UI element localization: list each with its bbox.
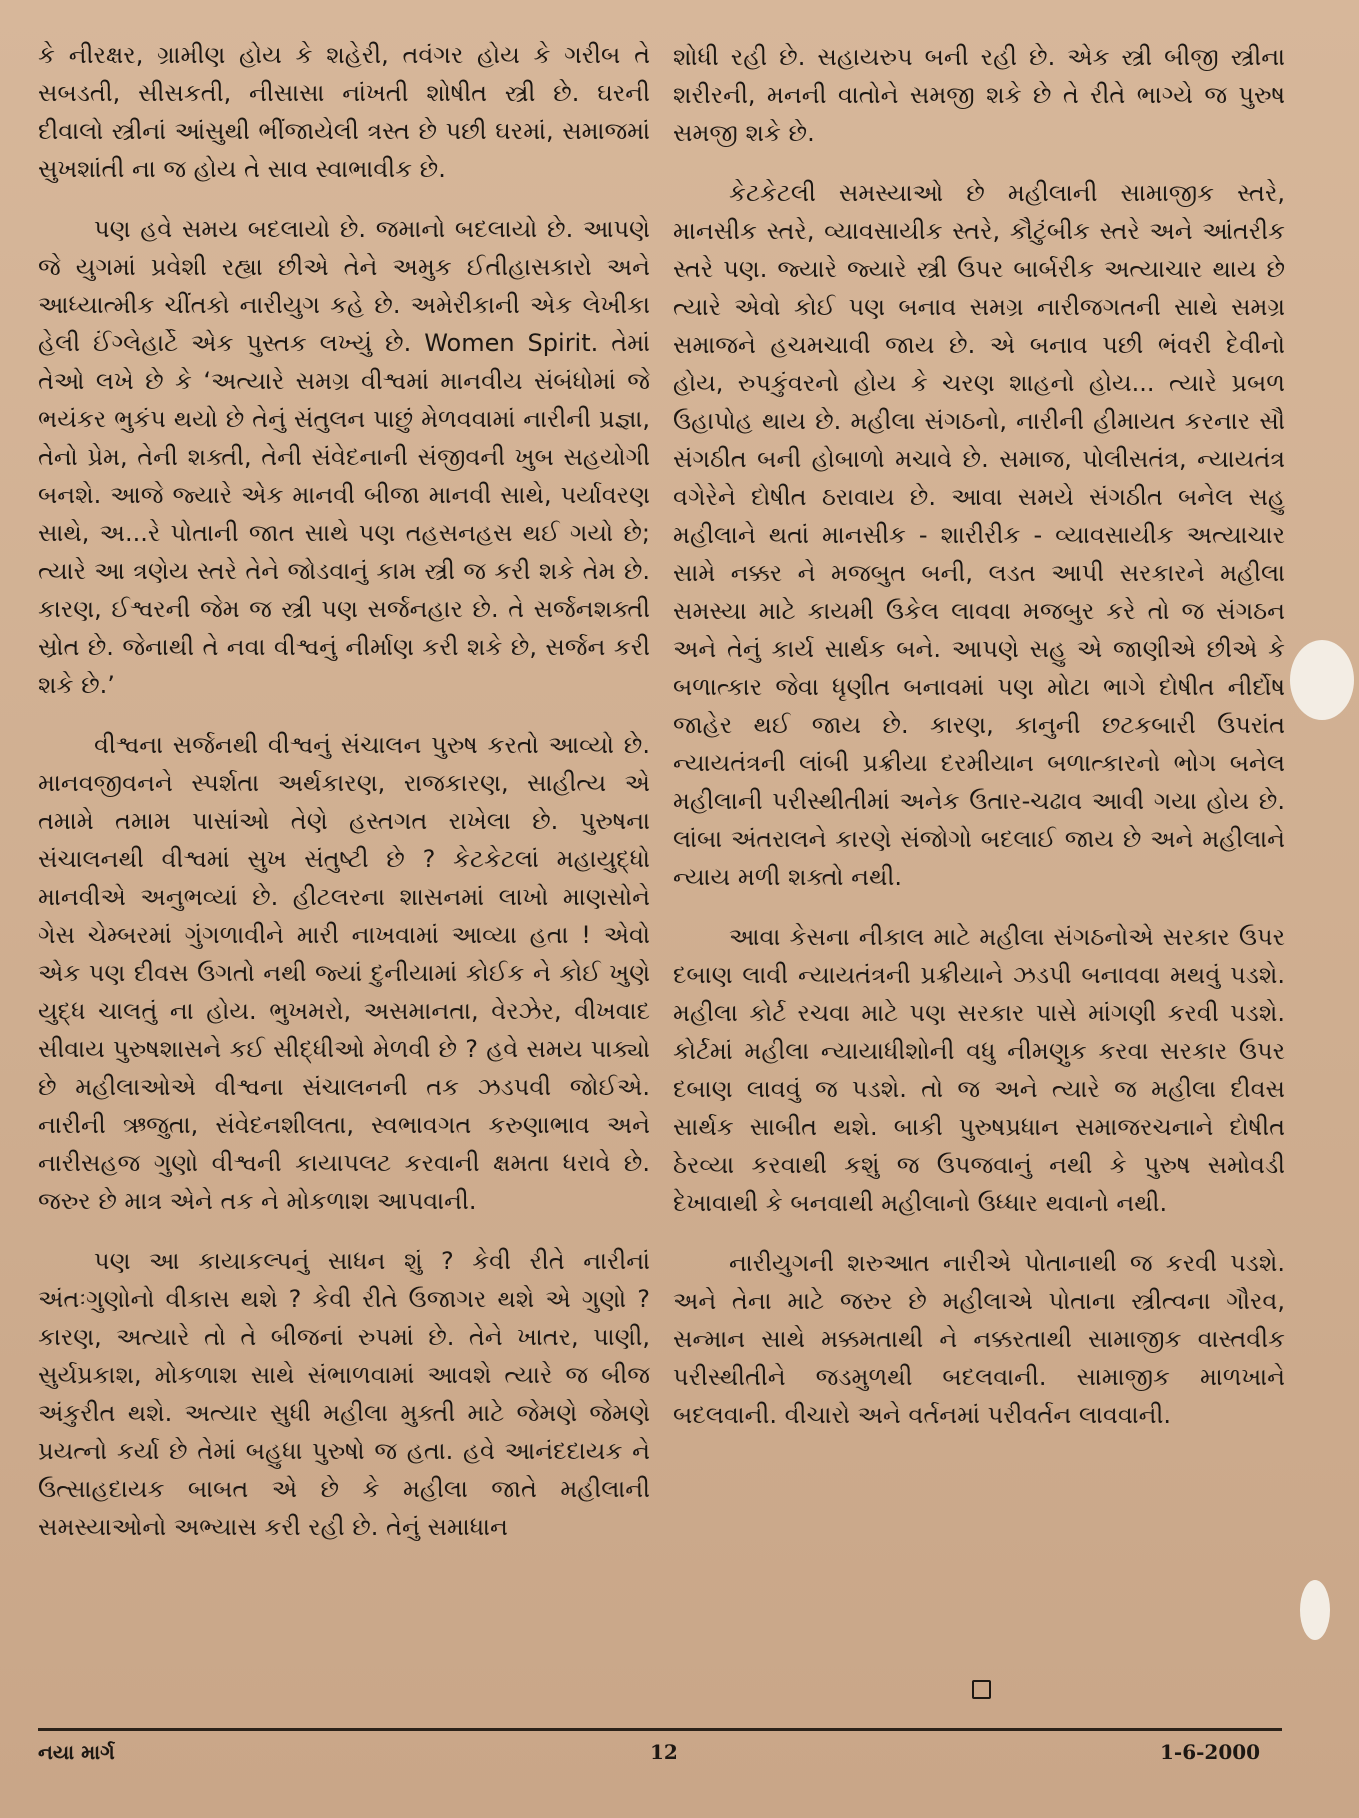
paragraph: વીશ્વના સર્જનથી વીશ્વનું સંચાલન પુરુષ કરતો આવ્યો છે. માનવજીવનને સ્પર્શતા અર્થકારણ, રાજકારણ, સાહીત્ય એ તમામે તમામ પાસાંઓ તેણે હસ્તગત રાખેલા છે. પુરુષના સંચાલનથી વીશ્વમાં સુખ સંતુષ્ટી છે ? કેટકેટલાં મહાયુદ્ધો માનવીએ અનુભવ્યાં છે. હીટલરના શાસનમાં લાખો માણસોને ગેસ ચેમ્બરમાં ગુંગળાવીને મારી નાખવામાં આવ્યા હતા ! એવો એક પણ દીવસ ઉગતો નથી જ્યાં દુનીયામાં કોઈક ને કોઈ ખુણે યુદ્ધ ચાલતું ના હોય. ભુખમરો, અસમાનતા, વેરઝેર, વીખવાદ સીવાય પુરુષશાસને કઈ સીદ્ધીઓ મેળવી છે ? હવે સમય પાક્યો છે મહીલાઓએ વીશ્વના સંચાલનની તક ઝડપવી જોઈએ. નારીની ઋજુતા, સંવેદનશીલતા, સ્વભાવગત કરુણાભાવ અને નારીસહજ ગુણો વીશ્વની કાયાપલટ કરવાની ક્ષમતા ધરાવે છે. જરુર છે માત્ર એને તક ને મોકળાશ આપવાની. <box>38 731 650 1215</box>
left-column <box>38 36 650 1568</box>
paragraph: આવા કેસના નીકાલ માટે મહીલા સંગઠનોએ સરકાર ઉપર દબાણ લાવી ન્યાયતંત્રની પ્રક્રીયાને ઝડપી બનાવવા મથવું પડશે. મહીલા કોર્ટ રચવા માટે પણ સરકાર પાસે માંગણી કરવી પડશે. કોર્ટમાં મહીલા ન્યાયાધીશોની વધુ નીમણુક કરવા સરકાર ઉપર દબાણ લાવવું જ પડશે. તો જ અને ત્યારે જ મહીલા દીવસ સાર્થક સાબીત થશે. બાકી પુરુષપ્રધાન સમાજરચનાને દોષીત ઠેરવ્યા કરવાથી કશું જ ઉપજવાનું નથી કે પુરુષ સમોવડી દેખાવાથી કે બનવાથી મહીલાનો ઉધ્ધાર થવાનો નથી. <box>673 923 1285 1217</box>
paragraph: કેટકેટલી સમસ્યાઓ છે મહીલાની સામાજીક સ્તરે, માનસીક સ્તરે, વ્યાવસાયીક સ્તરે, કૌટુંબીક સ્તરે અને આંતરીક સ્તરે પણ. જ્યારે જ્યારે સ્ત્રી ઉપર બાર્બરીક અત્યાચાર થાય છે ત્યારે એવો કોઈ પણ બનાવ સમગ્ર નારીજગતની સાથે સમગ્ર સમાજને હચમચાવી જાય છે. એ બનાવ પછી ભંવરી દેવીનો હોય, રુપકુંવરનો હોય કે ચરણ શાહનો હોય... ત્યારે પ્રબળ ઉહાપોહ થાય છે. મહીલા સંગઠનો, નારીની હીમાયત કરનાર સૌ સંગઠીત બની હોબાળો મચાવે છે. સમાજ, પોલીસતંત્ર, ન્યાયતંત્ર વગેરેને દોષીત ઠરાવાય છે. આવા સમયે સંગઠીત બનેલ સહુ મહીલાને થતાં માનસીક - શારીરીક - વ્યાવસાયીક અત્યાચાર સામે નક્કર ને મજબુત બની, લડત આપી સરકારને મહીલા સમસ્યા માટે કાયમી ઉકેલ લાવવા મજબુર કરે તો જ સંગઠન અને તેનું કાર્ય સાર્થક બને. આપણે સહુ એ જાણીએ છીએ કે બળાત્કાર જેવા ધૃણીત બનાવમાં પણ મોટા ભાગે દોષીત નીર્દોષ જાહેર થઈ જાય છે. કારણ, કાનુની છટકબારી ઉપરાંત ન્યાયતંત્રની લાંબી પ્રક્રીયા દરમીયાન બળાત્કારનો ભોગ બનેલ મહીલાની પરીસ્થીતીમાં અનેક ઉતાર-ચઢાવ આવી ગયા હોય છે. લાંબા અંતરાલને કારણે સંજોગો બદલાઈ જાય છે અને મહીલાને ન્યાય મળી શક્તો નથી. <box>673 179 1285 891</box>
paragraph: પણ હવે સમય બદલાયો છે. જમાનો બદલાયો છે. આપણે જે યુગમાં પ્રવેશી રહ્યા છીએ તેને અમુક ઈતીહાસકારો અને આધ્યાત્મીક ચીંતકો નારીયુગ કહે છે. અમેરીકાની એક લેખીકા હેલી ઈંગ્લેહાર્ટે એક પુસ્તક લખ્યું છે. Women Spirit. તેમાં તેઓ લખે છે કે ‘અત્યારે સમગ્ર વીશ્વમાં માનવીય સંબંધોમાં જે ભયંકર ભુકંપ થયો છે તેનું સંતુલન પાછું મેળવવામાં નારીની પ્રજ્ઞા, તેનો પ્રેમ, તેની શક્તી, તેની સંવેદનાની સંજીવની ખુબ સહયોગી બનશે. આજે જ્યારે એક માનવી બીજા માનવી સાથે, પર્યાવરણ સાથે, અ...રે પોતાની જાત સાથે પણ તહસનહસ થઈ ગયો છે; ત્યારે આ ત્રણેય સ્તરે તેને જોડવાનું કામ સ્ત્રી જ કરી શકે તેમ છે. કારણ, ઈશ્વરની જેમ જ સ્ત્રી પણ સર્જનહાર છે. તે સર્જનશક્તી સ્રોત છે. જેનાથી તે નવા વીશ્વનું નીર્માણ કરી શકે છે, સર્જન કરી શકે છે.’ <box>38 215 650 699</box>
paragraph: નારીયુગની શરુઆત નારીએ પોતાનાથી જ કરવી પડશે. અને તેના માટે જરુર છે મહીલાએ પોતાના સ્ત્રીત્વના ગૌરવ, સન્માન સાથે મક્કમતાથી ને નક્કરતાથી સામાજીક વાસ્તવીક પરીસ્થીતીને જડમુળથી બદલવાની. સામાજીક માળખાને બદલવાની. વીચારો અને વર્તનમાં પરીવર્તન લાવવાની. <box>673 1249 1285 1429</box>
right-column <box>673 38 1285 1456</box>
publication-name: નયા માર્ગ <box>38 1740 115 1764</box>
end-of-article-square-icon <box>972 1680 991 1699</box>
page-number: 12 <box>650 1740 678 1764</box>
paragraph: કે નીરક્ષર, ગ્રામીણ હોય કે શહેરી, તવંગર હોય કે ગરીબ તે સબડતી, સીસકતી, નીસાસા નાંખતી શોષીત સ્ત્રી છે. ઘરની દીવાલો સ્ત્રીનાં આંસુથી ભીંજાયેલી ત્રસ્ત છે પછી ઘરમાં, સમાજમાં સુખશાંતી ના જ હોય તે સાવ સ્વાભાવીક છે. <box>38 41 650 183</box>
paragraph: શોધી રહી છે. સહાયરુપ બની રહી છે. એક સ્ત્રી બીજી સ્ત્રીના શરીરની, મનની વાતોને સમજી શકે છે તે રીતે ભાગ્યે જ પુરુષ સમજી શકે છે. <box>673 43 1285 147</box>
paper-tear <box>1290 640 1354 720</box>
paragraph: પણ આ કાયાકલ્પનું સાધન શું ? કેવી રીતે નારીનાં અંતઃગુણોનો વીકાસ થશે ? કેવી રીતે ઉજાગર થશે એ ગુણો ? કારણ, અત્યારે તો તે બીજનાં રુપમાં છે. તેને ખાતર, પાણી, સુર્યપ્રકાશ, મોકળાશ સાથે સંભાળવામાં આવશે ત્યારે જ બીજ અંકુરીત થશે. અત્યાર સુધી મહીલા મુક્તી માટે જેમણે જેમણે પ્રયત્નો કર્યા છે તેમાં બહુધા પુરુષો જ હતા. હવે આનંદદાયક ને ઉત્સાહદાયક બાબત એ છે કે મહીલા જાતે મહીલાની સમસ્યાઓનો અભ્યાસ કરી રહી છે. તેનું સમાધાન <box>38 1247 650 1541</box>
footer-divider <box>38 1728 1282 1731</box>
issue-date: 1-6-2000 <box>1160 1740 1261 1764</box>
paper-tear <box>1300 1580 1330 1640</box>
